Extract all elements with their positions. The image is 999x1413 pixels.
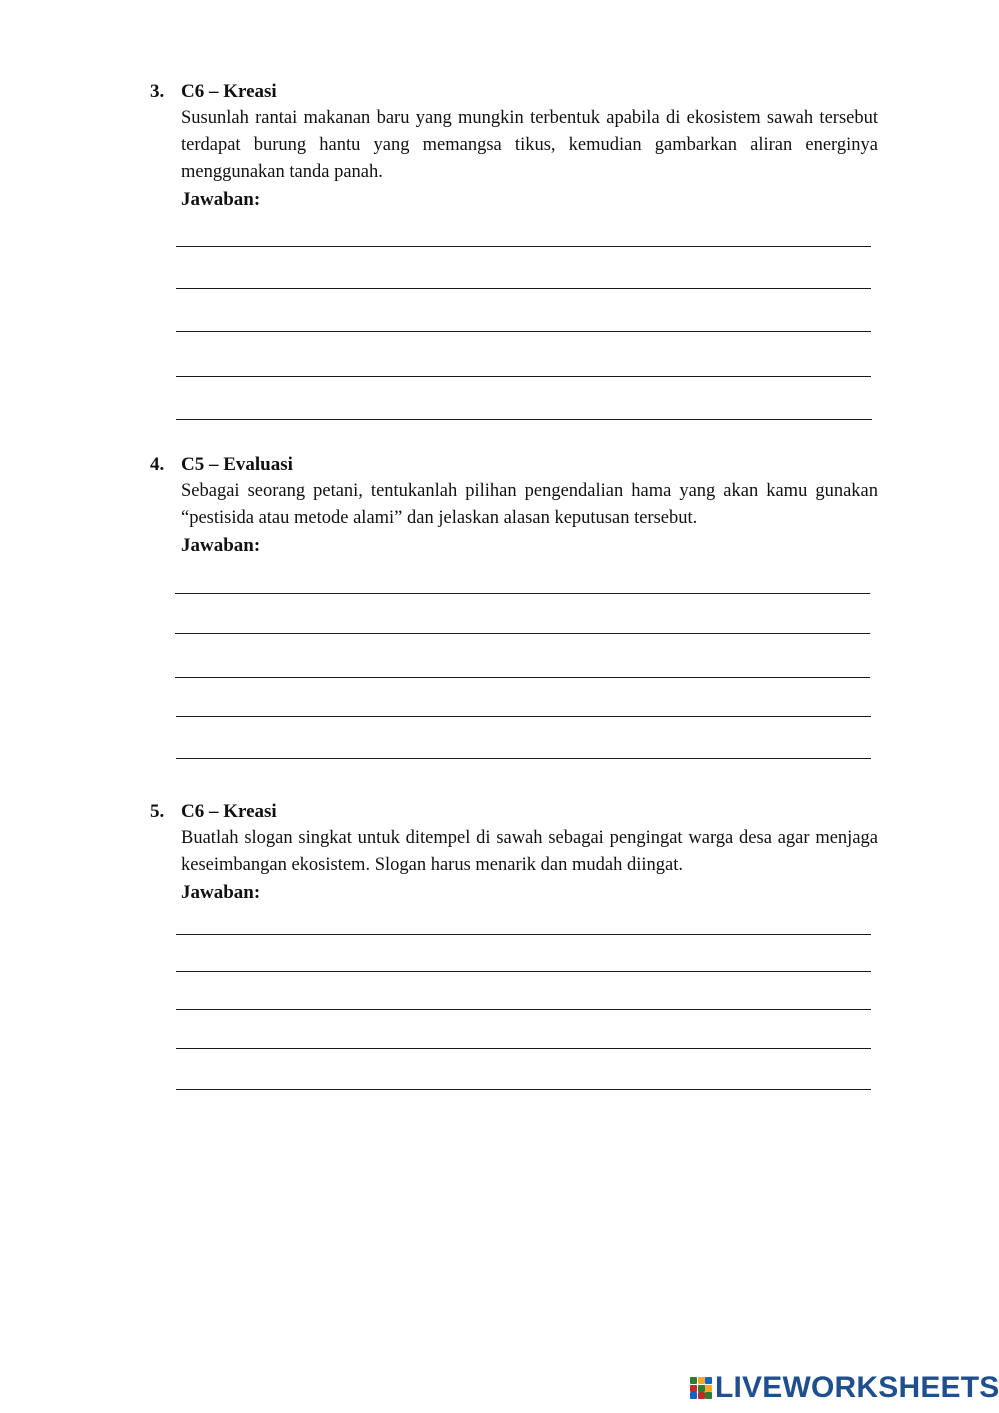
answer-line[interactable] bbox=[176, 758, 871, 759]
answer-line[interactable] bbox=[176, 419, 872, 420]
question-title: C6 – Kreasi bbox=[181, 801, 277, 822]
liveworksheets-logo-icon bbox=[690, 1377, 712, 1399]
question-title: C5 – Evaluasi bbox=[181, 454, 293, 475]
question-text: Buatlah slogan singkat untuk ditempel di sawah sebagai pengingat warga desa agar menjaga keseimbangan ekosistem. Slogan harus menarik dan mudah diingat. bbox=[181, 828, 878, 875]
answer-line[interactable] bbox=[176, 716, 871, 717]
answer-line[interactable] bbox=[176, 1048, 871, 1049]
answer-label: Jawaban: bbox=[181, 535, 261, 556]
answer-line[interactable] bbox=[176, 971, 871, 972]
question-title: C6 – Kreasi bbox=[181, 81, 277, 102]
question-text: Sebagai seorang petani, tentukanlah pilihan pengendalian hama yang akan kamu gunakan “pestisida atau metode alami” dan jelaskan alasan keputusan tersebut. bbox=[181, 481, 878, 528]
answer-line[interactable] bbox=[176, 246, 871, 247]
answer-line[interactable] bbox=[176, 1089, 871, 1090]
answer-label: Jawaban: bbox=[181, 189, 261, 210]
answer-line[interactable] bbox=[176, 331, 871, 332]
question-number: 3. bbox=[150, 81, 165, 102]
question-number: 5. bbox=[150, 801, 165, 822]
answer-line[interactable] bbox=[176, 934, 871, 935]
question-3 bbox=[150, 78, 880, 213]
answer-line[interactable] bbox=[175, 633, 870, 634]
liveworksheets-logo[interactable] bbox=[690, 1371, 999, 1404]
question-text: Susunlah rantai makanan baru yang mungkin terbentuk apabila di ekosistem sawah tersebut terdapat burung hantu yang memangsa tikus, kemudian gambarkan aliran energinya menggunakan tanda panah. bbox=[181, 108, 878, 182]
answer-label: Jawaban: bbox=[181, 882, 261, 903]
question-number: 4. bbox=[150, 454, 165, 475]
answer-line[interactable] bbox=[175, 593, 870, 594]
answer-line[interactable] bbox=[175, 677, 870, 678]
question-5-heading bbox=[150, 798, 880, 825]
logo-text: LIVEWORKSHEETS bbox=[715, 1371, 999, 1404]
question-5 bbox=[150, 798, 880, 906]
answer-line[interactable] bbox=[176, 376, 871, 377]
question-3-heading bbox=[150, 78, 880, 105]
answer-line[interactable] bbox=[176, 1009, 871, 1010]
question-4-heading bbox=[150, 451, 880, 478]
question-4 bbox=[150, 451, 880, 559]
answer-line[interactable] bbox=[176, 288, 871, 289]
